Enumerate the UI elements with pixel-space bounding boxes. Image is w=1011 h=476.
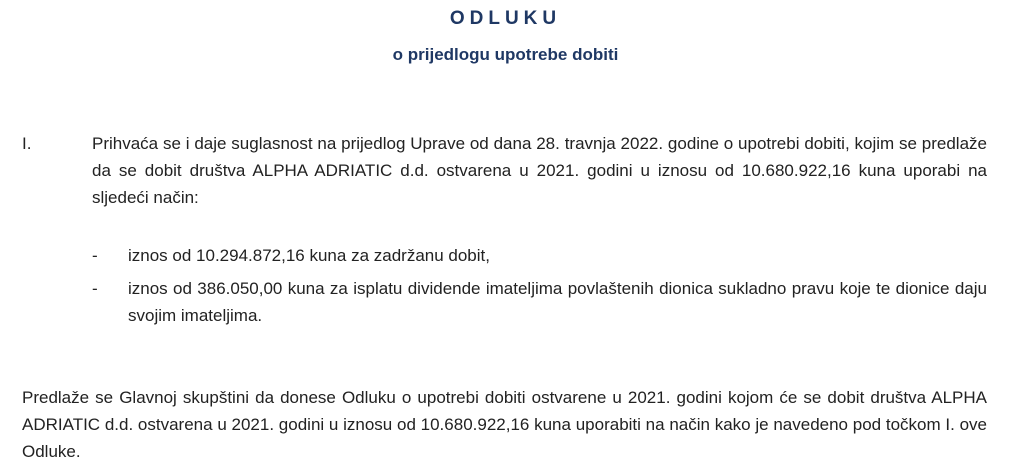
section-paragraph: Prihvaća se i daje suglasnost na prijedlog Uprave od dana 28. travnja 2022. godine o upotrebi dobiti, kojim se predlaže da se dobit društva ALPHA ADRIATIC d.d. ostvarena u 2021. godini u iznosu od 10.680.922,16 kuna uporabi na sljedeći način: (92, 134, 987, 207)
section-number: I. (22, 134, 32, 153)
bullet-marker: - (92, 279, 98, 298)
bullet-marker: - (92, 246, 98, 265)
closing-paragraph: Predlaže se Glavnoj skupštini da donese Odluku o upotrebi dobiti ostvarene u 2021. godini kojom će se dobit društva ALPHA ADRIATIC d.d. ostvarena u 2021. godini u iznosu od 10.680.922,16 kuna uporabiti na način kako je navedeno pod točkom I. ove Odluke. (22, 388, 987, 461)
bullet-item-dividend: iznos od 386.050,00 kuna za isplatu dividende imateljima povlaštenih dionica sukladno pravu koje te dionice daju svojim imateljima. (128, 279, 987, 325)
document-title: ODLUKU (449, 8, 562, 29)
bullet-item-retained-earnings: iznos od 10.294.872,16 kuna za zadržanu dobit, (128, 246, 490, 265)
document-subtitle: o prijedlogu upotrebe dobiti (392, 45, 619, 64)
